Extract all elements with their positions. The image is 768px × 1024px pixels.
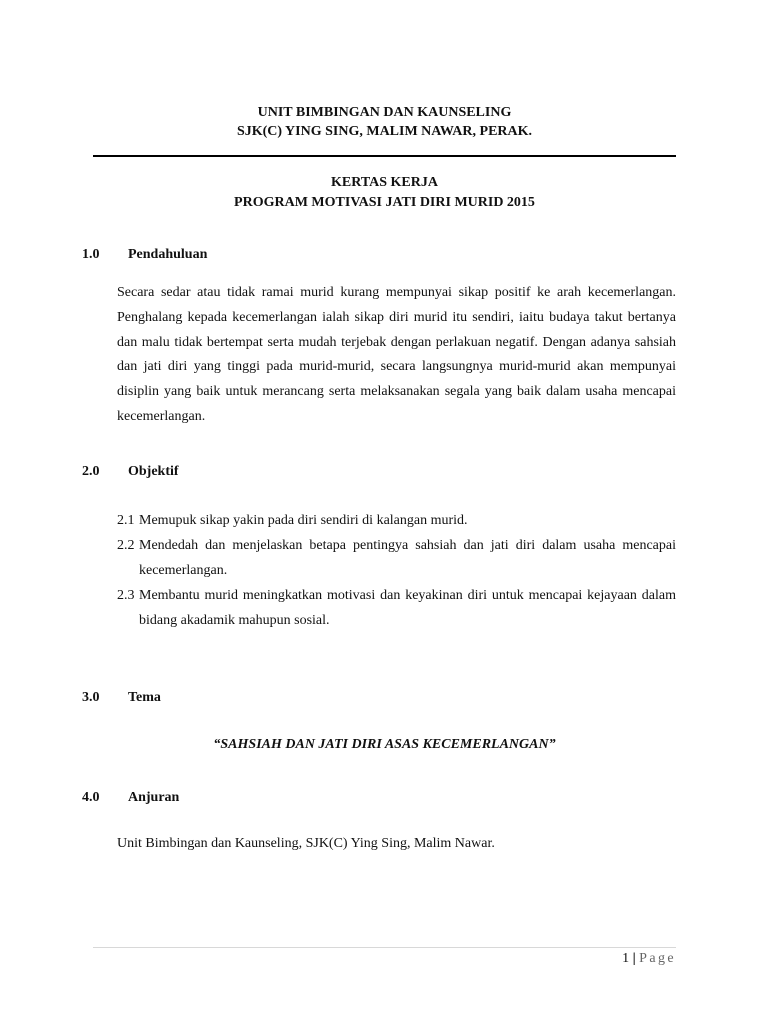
document-title <box>93 173 676 213</box>
list-item-text: Memupuk sikap yakin pada diri sendiri di kalangan murid. <box>139 513 468 528</box>
list-item-number: 2.1 <box>117 513 135 528</box>
list-item-number: 2.2 <box>117 538 135 553</box>
section-heading-objektif <box>82 463 179 481</box>
page-number: 1 <box>622 951 630 966</box>
tema-statement: “SAHSIAH DAN JATI DIRI ASAS KECEMERLANGAN” <box>213 737 556 752</box>
section-title: Pendahuluan <box>128 247 208 262</box>
header-divider <box>93 155 676 157</box>
page-label: Page <box>639 951 676 966</box>
section-heading-pendahuluan <box>82 246 207 264</box>
list-item <box>117 508 676 533</box>
footer-divider <box>93 947 676 948</box>
objektif-list <box>117 508 676 633</box>
header-unit-name: UNIT BIMBINGAN DAN KAUNSELING <box>257 105 512 120</box>
section-number: 1.0 <box>82 247 100 262</box>
list-item-text: Mendedah dan menjelaskan betapa pentingya sahsiah dan jati diri dalam usaha mencapai kecemerlangan. <box>139 538 676 578</box>
section-title: Objektif <box>128 464 179 479</box>
list-item <box>117 533 676 583</box>
title-line-1: KERTAS KERJA <box>331 175 438 190</box>
anjuran-text: Unit Bimbingan dan Kaunseling, SJK(C) Ying Sing, Malim Nawar. <box>117 836 495 851</box>
page-separator: | <box>632 951 636 966</box>
title-line-2: PROGRAM MOTIVASI JATI DIRI MURID 2015 <box>234 195 535 210</box>
section-title: Tema <box>128 690 161 705</box>
section-title: Anjuran <box>128 790 180 805</box>
section-number: 2.0 <box>82 464 100 479</box>
section-heading-anjuran <box>82 789 179 807</box>
school-header <box>93 103 676 141</box>
section-number: 3.0 <box>82 690 100 705</box>
section-heading-tema <box>82 689 161 707</box>
list-item <box>117 583 676 633</box>
list-item-number: 2.3 <box>117 588 135 603</box>
header-school-name: SJK(C) YING SING, MALIM NAWAR, PERAK. <box>236 124 533 139</box>
page-footer <box>622 950 676 968</box>
section-number: 4.0 <box>82 790 100 805</box>
list-item-text: Membantu murid meningkatkan motivasi dan keyakinan diri untuk mencapai kejayaan dalam bidang akadamik mahupun sosial. <box>139 588 676 628</box>
pendahuluan-paragraph: Secara sedar atau tidak ramai murid kurang mempunyai sikap positif ke arah kecemerlangan. Penghalang kepada kecemerlangan ialah sikap diri murid itu sendiri, iaitu budaya takut bertanya dan malu tidak bertempat serta mudah terjebak dengan perlakuan negatif. Dengan adanya sahsiah dan jati diri yang tinggi pada murid-murid, secara langsungnya murid-murid akan mempunyai disiplin yang baik untuk merancang serta melaksanakan segala yang baik dalam usaha mencapai kecemerlangan. <box>117 285 676 424</box>
